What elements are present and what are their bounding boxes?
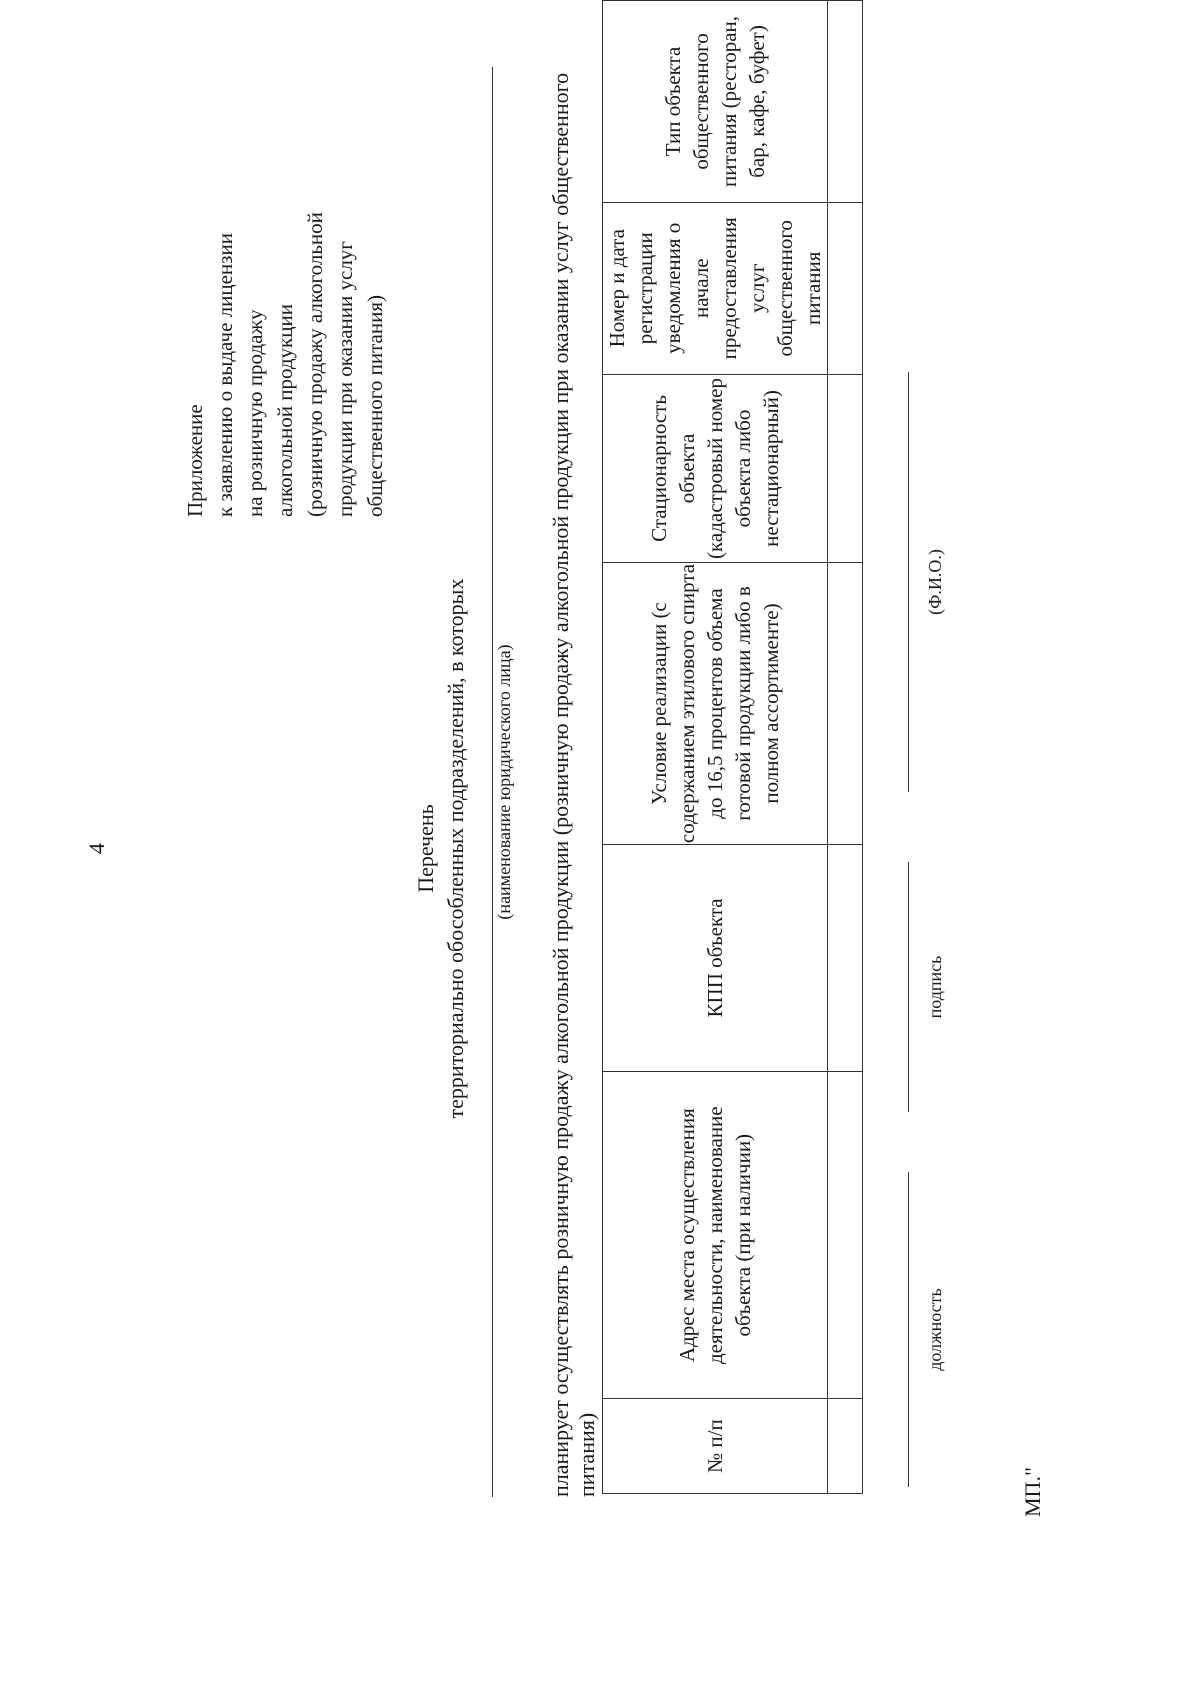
appendix-line: (розничную продажу алкогольной — [303, 212, 327, 517]
org-name-line — [492, 67, 493, 1497]
full-name-line — [908, 372, 909, 792]
subdivisions-table — [602, 0, 863, 1494]
header-catering-type: Тип объекта общественного питания (ресторан, бар, кафе, буфет) — [603, 1, 828, 203]
header-sale-condition: Условие реализации (с содержанием этилового спирта до 16,5 процентов объема готовой продукции либо в полном ассортименте) — [603, 563, 828, 844]
full-name-label: (Ф.И.О.) — [925, 549, 945, 615]
page-number: 4 — [84, 843, 109, 854]
table-cell[interactable] — [828, 374, 863, 563]
table-cell[interactable] — [828, 563, 863, 844]
appendix-line: на розничную продажу — [243, 309, 267, 517]
appendix-line: продукции при оказании услуг — [333, 241, 357, 517]
position-label: должность — [925, 1288, 945, 1371]
position-line — [908, 1172, 909, 1487]
header-notification: Номер и дата регистрации уведомления о начале предоставления услуг общественного питания — [603, 202, 828, 374]
signature-label: подпись — [925, 955, 945, 1019]
table-cell[interactable] — [828, 1399, 863, 1494]
table-header-row — [603, 1, 828, 1494]
table-cell[interactable] — [828, 1072, 863, 1399]
signature-line — [908, 862, 909, 1112]
appendix-line: алкогольной продукции — [273, 304, 297, 517]
table-cell[interactable] — [828, 1, 863, 203]
header-number: № п/п — [603, 1399, 828, 1494]
appendix-line: общественного питания) — [363, 295, 387, 517]
table-cell[interactable] — [828, 844, 863, 1072]
header-stationarity: Стационарность объекта (кадастровый номер объекта либо нестационарный) — [603, 374, 828, 563]
stamp-mark: МП." — [1020, 1467, 1045, 1517]
header-address: Адрес места осуществления деятельности, наименование объекта (при наличии) — [603, 1072, 828, 1399]
table-row — [828, 1, 863, 1494]
appendix-note — [180, 137, 390, 517]
document-title: Перечень — [413, 804, 438, 893]
org-name-hint: (наименование юридического лица) — [494, 644, 514, 920]
document-subtitle: территориально обособленных подразделений, в которых — [443, 578, 468, 1119]
header-kpp: КПП объекта — [603, 844, 828, 1072]
appendix-line: Приложение — [183, 404, 207, 517]
appendix-line: к заявлению о выдаче лицензии — [213, 233, 237, 517]
intro-paragraph: планирует осуществлять розничную продажу алкогольной продукции (розничную продажу алкогольной продукции при оказании услуг общественного питания) — [548, 72, 599, 1497]
table-cell[interactable] — [828, 202, 863, 374]
